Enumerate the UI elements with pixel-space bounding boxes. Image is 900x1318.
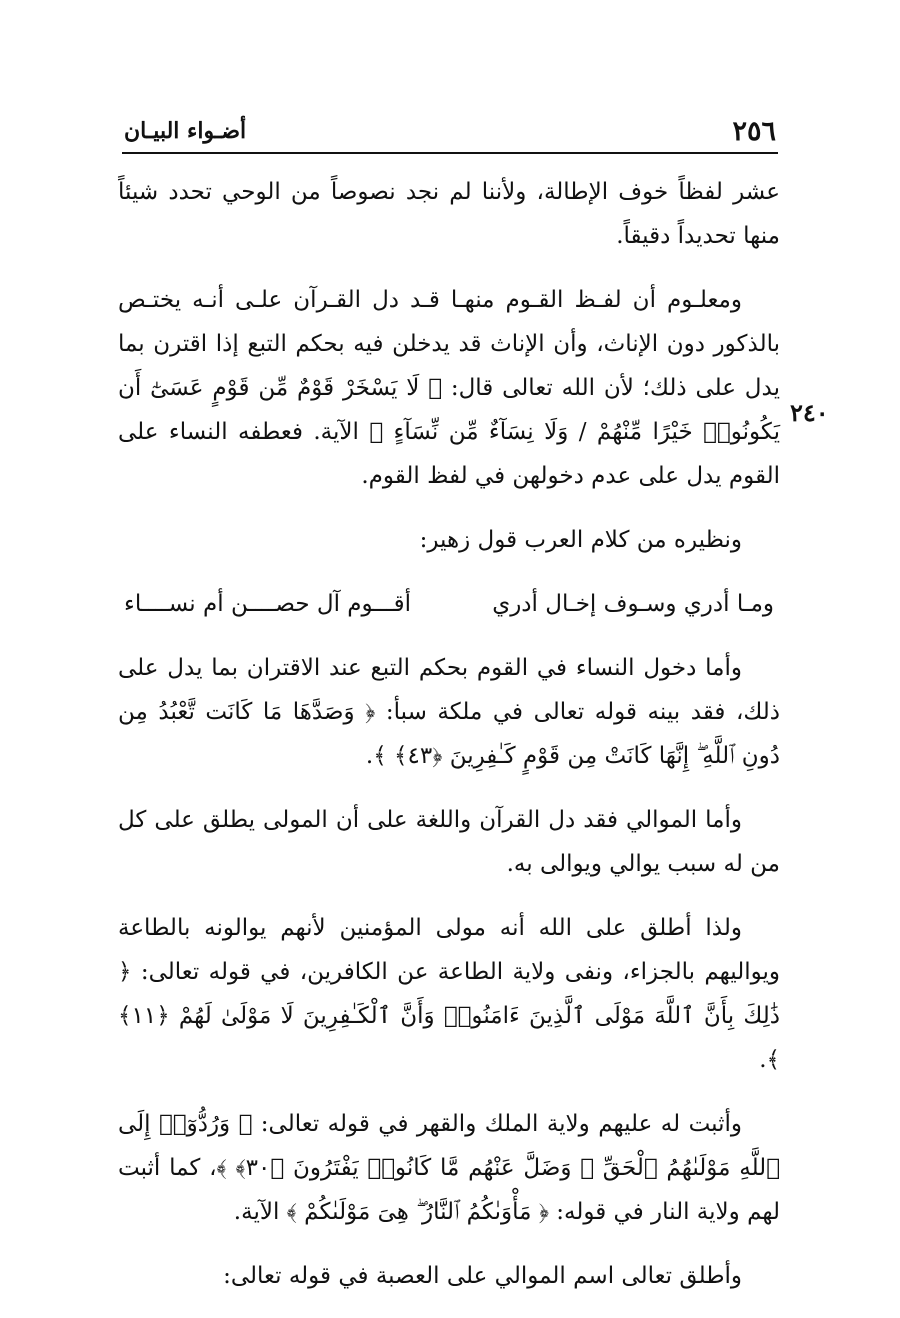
- page-number: ٢٥٦: [732, 116, 776, 147]
- poem-verse: [118, 582, 780, 626]
- paragraph: ولذا أطلق على الله أنه مولى المؤمنين لأنهم يوالونه بالطاعة ويواليهم بالجزاء، ونفى ولاية الطاعة عن الكافرين، في قوله تعالى: ﴿ ذَٰلِكَ بِأَنَّ ٱللَّهَ مَوْلَى ٱلَّذِينَ ءَامَنُوا۟ وَأَنَّ ٱلْكَـٰفِرِينَ لَا مَوْلَىٰ لَهُمْ ﴿١١﴾ ﴾.: [118, 915, 780, 1073]
- paragraph: ونظيره من كلام العرب قول زهير:: [419, 527, 742, 553]
- paragraph: وأما الموالي فقد دل القرآن واللغة على أن المولى يطلق على كل من له سبب يوالي ويوالى به.: [118, 807, 780, 877]
- page-body: [118, 170, 780, 1318]
- poem-second-hemistich: أقـــوم آل حصــــن أم نســــاء: [124, 591, 412, 617]
- paragraph: وأثبت له عليهم ولاية الملك والقهر في قوله تعالى: ﴿ وَرُدُّوٓا۟ إِلَى ٱللَّهِ مَوْلَىٰهُمُ ٱلْحَقِّ ۖ وَضَلَّ عَنْهُم مَّا كَانُوا۟ يَفْتَرُونَ ﴿٣٠﴾ ﴾، كما أثبت لهم ولاية النار في قوله: ﴿ مَأْوَىٰكُمُ ٱلنَّارُ ۖ هِىَ مَوْلَىٰكُمْ ﴾ الآية.: [118, 1111, 780, 1225]
- margin-reference-number: ٢٤٠: [790, 398, 829, 427]
- paragraph: وأطلق تعالى اسم الموالي على العصبة في قوله تعالى:: [223, 1263, 742, 1289]
- paragraph: عشر لفظاً خوف الإطالة، ولأننا لم نجد نصوصاً من الوحي تحدد شيئاً منها تحديداً دقيقاً.: [118, 179, 780, 249]
- poem-first-hemistich: ومـا أدري وسـوف إخـال أدري: [492, 591, 774, 617]
- running-title: أضـواء البيـان: [124, 118, 247, 144]
- paragraph: وأما دخول النساء في القوم بحكم التبع عند الاقتران بما يدل على ذلك، فقد بينه قوله تعالى في ملكة سبأ: ﴿ وَصَدَّهَا مَا كَانَت تَّعْبُدُ مِن دُونِ ٱللَّهِ ۖ إِنَّهَا كَانَتْ مِن قَوْمٍ كَـٰفِرِينَ ﴿٤٣﴾ ﴾.: [118, 655, 780, 769]
- page-header: [122, 110, 778, 154]
- paragraph: ومعلـوم أن لفـظ القـوم منهـا قـد دل القـرآن علـى أنـه يختـص بالذكور دون الإناث، وأن الإناث قد يدخلن فيه بحكم التبع إذا اقترن بما يدل على ذلك؛ لأن الله تعالى قال: ﴿ لَا يَسْخَرْ قَوْمٌ مِّن قَوْمٍ عَسَىٰٓ أَن يَكُونُوا۟ خَيْرًا مِّنْهُمْ / وَلَا نِسَآءٌ مِّن نِّسَآءٍ ﴾ الآية. فعطفه النساء على القوم يدل على عدم دخولهن في لفظ القوم.: [118, 287, 780, 489]
